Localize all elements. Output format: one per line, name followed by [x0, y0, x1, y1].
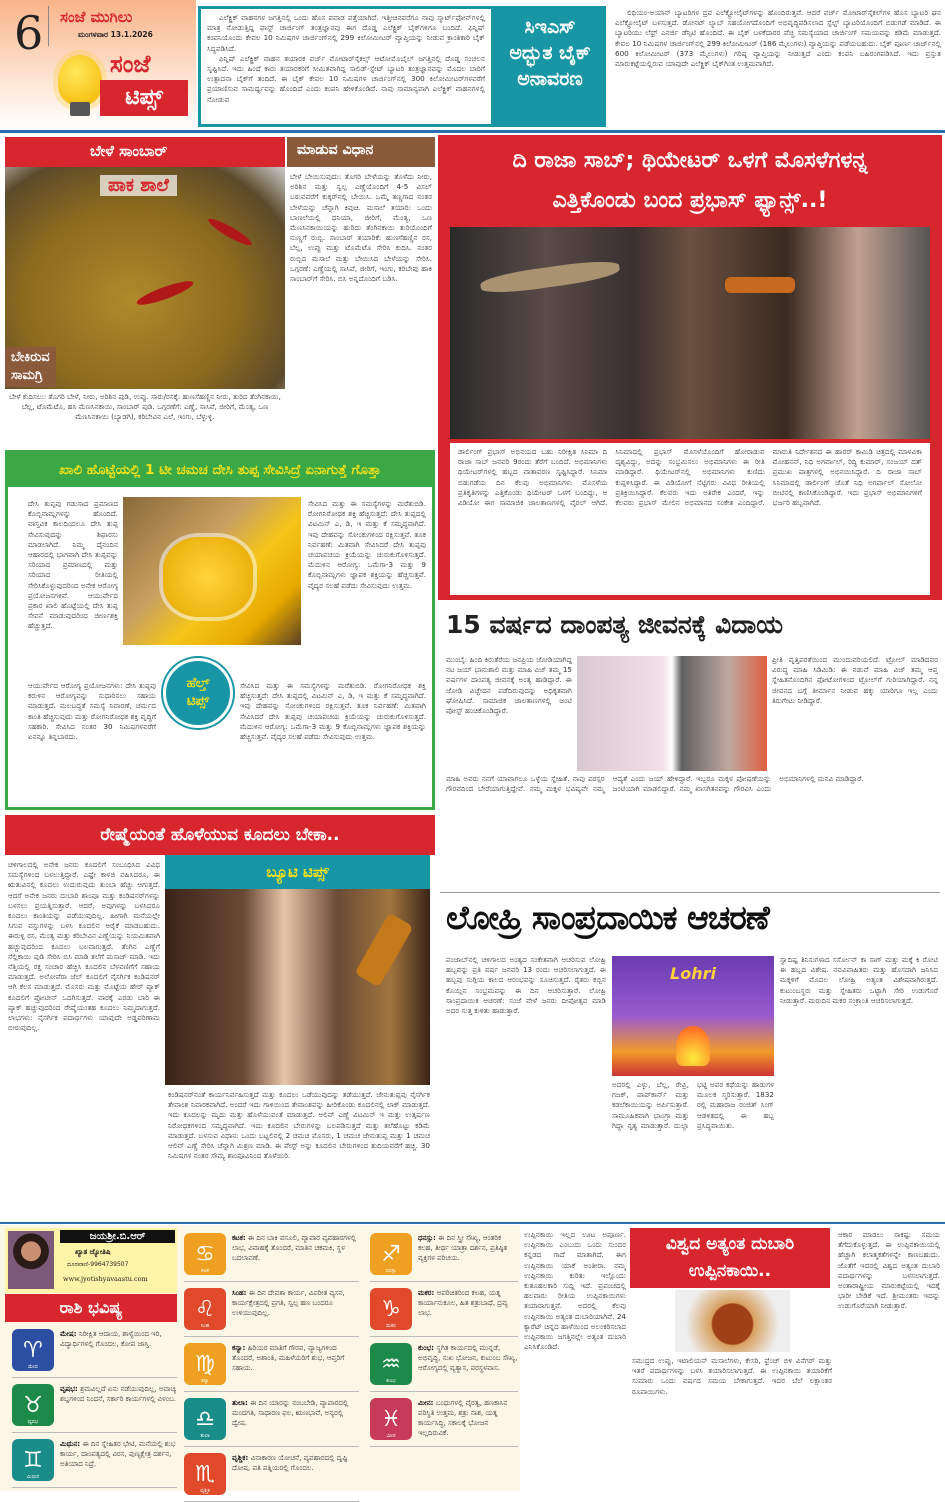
ghee-jar-image	[123, 497, 301, 645]
recipe-title: ಬೇಳೆ ಸಾಂಬಾರ್	[5, 137, 285, 167]
hair-col-bottom: ಕಂಡಿಷನರ್‌ನಂತೆ ಕಾರ್ಯನಿರ್ವಹಿಸುತ್ತದೆ ಮತ್ತು ಕೂದಲು ಒಡೆಯುವುದನ್ನು ತಡೆಯುತ್ತದೆ. ಜೇನುತುಪ್ಪವು ನೈಸರ್ಗಿಕ ತೇವಾಂಶ ನಿವಾರಕವಾಗಿದೆ. ಅಂದರೆ ಇದು ಗಾಳಿಯಿಂದ ತೇವಾಂಶವನ್ನು ಹೀರಿಕೊಂಡು ಕೂದಲಿನಲ್ಲಿ ಲಾಕ್ ಮಾಡುತ್ತದೆ. ಇದು ಕೂದಲನ್ನು ಮೃದು ಮತ್ತು ಹೊಳೆಯುವಂತೆ ಮಾಡುತ್ತದೆ. ಆಲಿವ್ ಎಣ್ಣೆ ವಿಟಮಿನ್ ಇ ಮತ್ತು ಉತ್ಕರ್ಷಣ ನಿರೋಧಕಗಳಿಂದ ಸಮೃದ್ಧವಾಗಿದೆ. ಇದು ಕೂದಲಿನ ಬೇರುಗಳನ್ನು ಬಲಪಡಿಸುತ್ತದೆ ಮತ್ತು ತಲೆಹೊಟ್ಟು ಕಡಿಮೆ ಮಾಡುತ್ತದೆ. ಬಳಸುವ ವಿಧಾನ: ಒಂದು ಬಟ್ಟಲಿನಲ್ಲಿ 2 ಚಮಚ ಮೊಸರು, 1 ಚಮಚ ಜೇನುತುಪ್ಪ ಮತ್ತು 1 ಚಮಚ ಆಲಿವ್ ಎಣ್ಣೆ ಸೇರಿಸಿ ಚೆನ್ನಾಗಿ ಮಿಶ್ರಣ ಮಾಡಿ. ಈ ಪೇಸ್ಟ್ ಅನ್ನು ಕೂದಲಿನ ಬೇರುಗಳಿಂದ ತುದಿಯವರೆಗೆ ಹಚ್ಚಿ. 30 ನಿಮಿಷಗಳ ನಂತರ ಸೌಮ್ಯ ಶಾಂಪೂವಿನಿಂದ ತೊಳೆಯಿರಿ.	[168, 1090, 430, 1161]
hair-image	[165, 855, 430, 1085]
ingredients-text: ಬೇಳೆ ಕುದಿಸಲು: ತೊಗರಿ ಬೇಳೆ, ನೀರು, ಅರಿಶಿನ ಪುಡಿ, ಉಪ್ಪು. ಸಾರು/ರಸಕ್ಕೆ: ಹುಣಸೆಹಣ್ಣಿನ ನೀರು, ತುರಿದ ತೆಂಗಿನಕಾಯಿ, ಬೆಲ್ಲ, ಟೊಮೆಟೊ, ಹಸಿ ಮೆಣಸಿನಕಾಯಿ, ಸಾಂಬಾರ್ ಪುಡಿ. ಒಗ್ಗರಣೆಗೆ: ಎಣ್ಣೆ, ಸಾಸಿವೆ, ಜೀರಿಗೆ, ಮೆಂತ್ಯ, ಒಣ ಮೆಣಸಿನಕಾಯಿ (ಬ್ಯಾಡಗಿ), ಕರಿಬೇವಿನ ಎಲೆ, ಇಂಗು, ಬೆಳ್ಳುಳ್ಳಿ.	[9, 392, 281, 422]
horoscope-entry: ♓ ಮೀನ ಮೀನ: ಬಂಧುಗಳಲ್ಲಿ ವೈರತ್ವ, ಹಣಕಾಸಿನ ಪರಿಸ್ಥಿತಿ ಉತ್ತಮ, ಶತ್ರು ನಾಶ, ಯತ್ನ ಕಾರ್ಯಸಿದ್ಧಿ, ಸಕಾಲಕ್ಕೆ ಭೋಜನ ಇಲ್ಲದಿರುವಿಕೆ.	[370, 1392, 518, 1447]
scales-icon: ♎ ತುಲಾ	[184, 1398, 226, 1440]
divorce-col-2: ಮಾಹಿ ಅವರು ನನಗೆ ಯಾವಾಗಲೂ ಒಳ್ಳೆಯ ಸ್ನೇಹಿತೆ. ನಾವು ಪರಸ್ಪರ ಗೌರವದಿಂದ ಬೇರೆಯಾಗುತ್ತಿದ್ದೇವೆ. ನಮ್ಮ ಮಕ್ಕಳ ಭವಿಷ್ಯವೇ ನಮ್ಮ ಆದ್ಯತೆ ಎಂದು ಜಯ್ ಹೇಳಿದ್ದಾರೆ. ಇಬ್ಬರೂ ಮಕ್ಕಳ ಪೋಷಣೆಯನ್ನು ಜಂಟಿಯಾಗಿ ಮಾಡಲಿದ್ದಾರೆ. ನಮ್ಮ ಖಾಸಗಿತನವನ್ನು ಗೌರವಿಸಿ ಎಂದು ಅಭಿಮಾನಿಗಳಲ್ಲಿ ಮನವಿ ಮಾಡಿದ್ದಾರೆ.	[446, 774, 864, 794]
divorce-col-1: ಮುಂಬೈ: ಹಿಂದಿ ಕಿರುತೆರೆಯ ಜನಪ್ರಿಯ ಜೋಡಿಯಾಗಿದ್ದ ನಟ ಜಯ್ ಭಾನುಶಾಲಿ ಮತ್ತು ಮಾಹಿ ವಿಜ್ ತಮ್ಮ 15 ವರ್ಷಗಳ ದಾಂಪತ್ಯ ಜೀವನಕ್ಕೆ ಅಂತ್ಯ ಹಾಡಿದ್ದಾರೆ. ಈ ಜೋಡಿ ವಿಚ್ಛೇದನ ಪಡೆದಿರುವುದನ್ನು ಅಧಿಕೃತವಾಗಿ ಘೋಷಿಸಿದೆ. ಸಾಮಾಜಿಕ ಜಾಲತಾಣಗಳಲ್ಲಿ ಜಂಟಿ ಪೋಸ್ಟ್ ಹಂಚಿಕೊಂಡಿದ್ದಾರೆ.	[446, 655, 572, 716]
article-paragraph: ಫಿನ್ನಿಷ್ ಎಲೆಕ್ಟ್ರಿಕ್ ವಾಹನ ತಯಾರಕ ವರ್ಜ್ ಮೋಟಾರ್‌ಸೈಕಲ್ಸ್ ಆಟೋಮೊಬೈಲ್ ಜಗತ್ತಿನಲ್ಲಿ ದೊಡ್ಡ ಸಂಚಲನ ಸೃಷ್ಟಿಸಿದೆ. ಇದು ಹಿಂದೆ ಕಾರು ತಯಾರಕರಿಗೆ ಸೀಮಿತವಾಗಿದ್ದ ಸಾಲಿಡ್-ಸ್ಟೇಟ್ ಬ್ಯಾಟರಿ ತಂತ್ರಜ್ಞಾನವನ್ನು ಮೊದಲ ಬಾರಿಗೆ ಉತ್ಪಾದನಾ ಬೈಕ್‌ಗೆ ತಂದಿದೆ. ಈ ಬೈಕ್ ಕೇವಲ 10 ನಿಮಿಷಗಳ ಚಾರ್ಜಿಂಗ್‌ನಲ್ಲಿ 300 ಕಿಲೋಮೀಟರ್‌ಗಳವರೆಗೆ ಪ್ರಯಾಣಿಸುವ ಸಾಮರ್ಥ್ಯವನ್ನು ಹೊಂದಿದೆ ಎಂದು ಕಂಪನಿ ಹೇಳಿಕೊಂಡಿದೆ. ನಾವು ಸಾಮಾನ್ಯವಾಗಿ ಎಲೆಕ್ಟ್ರಿಕ್ ವಾಹನಗಳಲ್ಲಿ ನೋಡುವ	[207, 53, 485, 104]
lightbulb-base	[70, 102, 90, 116]
red-chili	[206, 215, 254, 249]
astrologer-website[interactable]: www.jyotishyavaastu.com	[63, 1275, 148, 1283]
sign-prediction: ಈ ದಿನ ಯಾರನ್ನು ನಂಬಬೇಡಿ, ವ್ಯಾಪಾರದಲ್ಲಿ ಮಂದಗತಿ, ಸಾಧಾರಣ ಫಲ, ಋಣಭಾವೆ, ಅನ್ಯರಲ್ಲಿ ದ್ವೇಷ.	[232, 1399, 349, 1427]
horoscope-entry: ♍ ಕನ್ಯಾ ಕನ್ಯಾ: ಹಿರಿಯರ ಮಾತಿಗೆ ಗೌರವ, ವ್ಯಾಜ್ಯಗಳಿಂದ ತೊಂದರೆ, ಅಶಾಂತಿ, ಮಹಿಳೆಯರಿಗೆ ಶುಭ, ಆಪ್ತರಿಗೆ ಸಹಾಯ.	[184, 1337, 359, 1392]
ghee-col-4: ಸೇವಿಸಿದ ಮತ್ತು ಈ ಸಮಸ್ಯೆಗಳನ್ನು ಮರೆತುಬಿಡಿ. ರೋಗನಿರೋಧಕ ಶಕ್ತಿ ಹೆಚ್ಚಿಸುತ್ತದೆ: ದೇಸಿ ತುಪ್ಪದಲ್ಲಿ ವಿಟಮಿನ್ ಎ, ಡಿ, ಇ ಮತ್ತು ಕೆ ಸಮೃದ್ಧವಾಗಿದೆ. ಇವು ದೇಹವನ್ನು ಸೋಂಕುಗಳಿಂದ ರಕ್ಷಿಸುತ್ತವೆ. ತೂಕ ನಿರ್ವಹಣೆ: ಮಿತವಾಗಿ ಸೇವಿಸಿದರೆ ದೇಸಿ ತುಪ್ಪವು ಚಯಾಪಚಯ ಕ್ರಿಯೆಯನ್ನು ಚುರುಕುಗೊಳಿಸುತ್ತದೆ. ಮೆದುಳಿನ ಆರೋಗ್ಯ: ಒಮೆಗಾ-3 ಮತ್ತು 9 ಕೊಬ್ಬಿನಾಮ್ಲಗಳು ಜ್ಞಾಪಕ ಶಕ್ತಿಯನ್ನು ಹೆಚ್ಚಿಸುತ್ತವೆ. ವೈದ್ಯರ ಸಲಹೆ ಪಡೆದು ಸೇವಿಸುವುದು ಉತ್ತಮ.	[240, 681, 426, 742]
horoscope-entry: ♒ ಕುಂಭ ಕುಂಭ: ಸ್ಥಗಿತ ಕಾರ್ಯದಲ್ಲಿ ಮುನ್ನಡೆ, ಅಭಿವೃದ್ಧಿ, ಸುಖ ಭೋಜನ, ಕುಟುಂಬ ಸೌಖ್ಯ, ಆರೋಗ್ಯದಲ್ಲಿ ವ್ಯತ್ಯಾಸ, ಪರಸ್ಥಳವಾಸ.	[370, 1337, 518, 1392]
lohri-logo-text: Lohri	[670, 964, 716, 983]
ghee-section	[5, 450, 435, 810]
hair-col-left: ಚಳಿಗಾಲದಲ್ಲಿ ಅನೇಕ ಜನರು ಕೂದಲಿಗೆ ಸಂಬಂಧಿಸಿದ ವಿವಿಧ ಸಮಸ್ಯೆಗಳಿಂದ ಬಳಲುತ್ತಿದ್ದಾರೆ. ಎಷ್ಟೇ ಕಾಳಜಿ ವಹಿಸಿದರೂ, ಈ ಋತುವಿನಲ್ಲಿ ಕೂದಲು ಉದುರುವುದು ತುಂಬಾ ಹೆಚ್ಚು ಆಗುತ್ತದೆ. ಆದರೆ ಅನೇಕ ಜನರು ದುಬಾರಿ ಶಾಂಪೂ ಮತ್ತು ಕಂಡಿಷನರ್‌ಗಳನ್ನು ಬಳಸಲು ಪ್ರಯತ್ನಿಸುತ್ತಾರೆ. ಆದರೆ, ಅವುಗಳನ್ನು ಬಳಸಿದರೂ ಕೂದಲು ಕಾಂತಿಯನ್ನು ಪಡೆಯುವುದಿಲ್ಲ. ಹೀಗಾಗಿ ಮನೆಯಲ್ಲೇ ಸಿಗುವ ವಸ್ತುಗಳನ್ನು ಬಳಸಿ ಕೂದಲಿನ ಆರೈಕೆ ಮಾಡಬಹುದು. ಈರುಳ್ಳಿ ರಸ, ಮೆಂತ್ಯ ಮತ್ತು ಕರಿಬೇವಿನ ಎಣ್ಣೆಯನ್ನು ನಿಯಮಿತವಾಗಿ ಹಚ್ಚುವುದರಿಂದ ಕೂದಲು ಬಲವಾಗುತ್ತದೆ. ತೆಂಗಿನ ಎಣ್ಣೆಗೆ ನೆಲ್ಲಿಕಾಯಿ ಪುಡಿ ಸೇರಿಸಿ ಬಿಸಿ ಮಾಡಿ ತಲೆಗೆ ಮಸಾಜ್ ಮಾಡಿ. ಇದು ನೆತ್ತಿಯಲ್ಲಿ ರಕ್ತ ಸಂಚಾರ ಹೆಚ್ಚಿಸಿ ಕೂದಲಿನ ಬೆಳವಣಿಗೆಗೆ ಸಹಾಯ ಮಾಡುತ್ತದೆ. ಅಲೋವೆರಾ ಜೆಲ್ ಕೂದಲಿಗೆ ನೈಸರ್ಗಿಕ ಕಂಡಿಷನರ್ ಆಗಿ ಕೆಲಸ ಮಾಡುತ್ತದೆ. ಮೊಸರು ಮತ್ತು ಮೊಟ್ಟೆಯ ಹೇರ್ ಪ್ಯಾಕ್ ಕೂದಲಿಗೆ ಪ್ರೋಟೀನ್ ಒದಗಿಸುತ್ತದೆ. ವಾರಕ್ಕೆ ಎರಡು ಬಾರಿ ಈ ಪ್ಯಾಕ್ ಹಚ್ಚುವುದರಿಂದ ರೇಷ್ಮೆಯಂತಹ ಕೂದಲು ನಿಮ್ಮದಾಗುತ್ತದೆ. ಲಾಭಗಳು: ನೈಸರ್ಗಿಕ ಪದಾರ್ಥಗಳು ಯಾವುದೇ ಅಡ್ಡಪರಿಣಾಮ ಬೀರುವುದಿಲ್ಲ.	[8, 860, 160, 1033]
section-title: ಸಂಜೆ	[110, 50, 151, 78]
lohri-col-1: ಪಂಜಾಬ್‌ನಲ್ಲಿ ಚಳಿಗಾಲದ ಅಂತ್ಯದ ಸಂಕೇತವಾಗಿ ಆಚರಿಸುವ ಲೋಹ್ರಿ ಹಬ್ಬವನ್ನು ಪ್ರತಿ ವರ್ಷ ಜನವರಿ 13 ರಂದು ಆಚರಿಸಲಾಗುತ್ತದೆ. ಈ ಹಬ್ಬವು ಸುಗ್ಗಿಯ ಕಾಲದ ಆರಂಭವನ್ನು ಸೂಚಿಸುತ್ತದೆ. ರೈತರು ಕಬ್ಬಿನ ಕೊಯ್ಲಿನ ಸಂಭ್ರಮವನ್ನು ಈ ದಿನ ಆಚರಿಸುತ್ತಾರೆ. ಲೋಹ್ರಿ ಸಾಂಪ್ರದಾಯಿಕ ಆಚರಣೆ: ಸಂಜೆ ವೇಳೆ ಜನರು ದೀಪೋತ್ಸವ ಮಾಡಿ ಅದರ ಸುತ್ತ ಕುಳಿತು ಹಾಡುತ್ತಾರೆ.	[446, 955, 606, 1016]
goat-icon: ♑ ಮಕರ	[370, 1288, 412, 1330]
ram-icon: ♈ ಮೇಷ	[12, 1329, 54, 1371]
red-chili	[135, 277, 195, 309]
lohri-col-3: ಸ್ವಾದಿಷ್ಟ ತಿನಿಸುಗಳಾದ ಸರ್ಸೋನ್ ಕಾ ಸಾಗ್ ಮತ್ತು ಮಕ್ಕೆ ಕಿ ರೋಟಿ ಈ ಹಬ್ಬದ ವಿಶೇಷ. ನವವಿವಾಹಿತರು ಮತ್ತು ಹೊಸದಾಗಿ ಜನಿಸಿದ ಮಕ್ಕಳಿಗೆ ಮೊದಲ ಲೋಹ್ರಿ ಅತ್ಯಂತ ವಿಶೇಷವಾಗಿರುತ್ತದೆ. ಕುಟುಂಬಸ್ಥರು ಮತ್ತು ಸ್ನೇಹಿತರು ಒಟ್ಟಾಗಿ ಸೇರಿ ಉಡುಗೊರೆ ನೀಡುತ್ತಾರೆ. ಮರುದಿನ ಮಕರ ಸಂಕ್ರಾಂತಿ ಆಚರಿಸಲಾಗುತ್ತದೆ.	[780, 955, 938, 1005]
horoscope-entry: ♊ ಮಿಥುನ ಮಿಥುನ: ಈ ದಿನ ಸ್ನೇಹಿತರ ಭೇಟಿ, ಮನೆಯಲ್ಲಿ ಶುಭ ಕಾರ್ಯ, ದಾಂಪತ್ಯದಲ್ಲಿ ವಿರಸ, ಪುಣ್ಯಕ್ಷೇತ್ರ ದರ್ಶನ, ಅತಿಯಾದ ನಿದ್ರೆ.	[12, 1433, 177, 1488]
bow-icon: ♐ ಧನಸ್ಸು	[370, 1233, 412, 1275]
sign-prediction: ವಿನಾಕಾರಣ ಯೋಚನೆ, ವ್ಯವಹಾರದಲ್ಲಿ ದೃಷ್ಟಿ ದೋಷ, ಪತಿ ಪತ್ನಿಯರಲ್ಲಿ ಗೊಂದಲ.	[232, 1454, 348, 1472]
astrologer-photo	[8, 1231, 54, 1289]
sign-name: ಮೀನ	[418, 1399, 431, 1407]
lightbulb-icon	[58, 55, 102, 105]
horoscope-col-1	[12, 1323, 177, 1488]
bonfire	[676, 1026, 710, 1066]
sign-prediction: ಅಪರಿಚಿತರಿಂದ ಕಲಹ, ಯತ್ನ ಕಾರ್ಯಾನುಕೂಲ, ಹಿತ ಶತ್ರುಬಾಧೆ, ದ್ರವ್ಯ ಲಾಭ.	[418, 1289, 508, 1317]
ebike-article-box	[198, 6, 494, 127]
top-divider	[0, 130, 945, 133]
article-paragraph: ಲಿಥಿಯಂ-ಅಯಾನ್ ಬ್ಯಾಟರಿಗಳ ದ್ರವ ಎಲೆಕ್ಟ್ರೋಲೈಟ್‌ಗಳನ್ನು ಹೊಂದಿರುತ್ತವೆ. ಆದರೆ ವರ್ಜ್ ಮೋಟಾರ್‌ಸೈಕಲ್‌ಗಳ ಹೊಸ ಬ್ಯಾಟರಿ ಘನ ಎಲೆಕ್ಟ್ರೋಲೈಟ್ ಬಳಸುತ್ತದೆ. ಡೋನಟ್ ಲ್ಯಾಬ್ ಸಹಯೋಗದೊಂದಿಗೆ ಅಭಿವೃದ್ಧಿಪಡಿಸಲಾದ ಸ್ಟೆಲ್ಟ್ ಬ್ಯಾಟರಿಯೊಂದಿಗೆ ಬಿಡುಗಡೆ ಮಾಡಿದೆ. ಈ ಬ್ಯಾಟರಿಯು ಲೆಥ್ರ್ ಎನರ್ಜಿ ಡೆನ್ಸಿಟಿ ಹೊಂದಿದೆ. ಈ ಬೈಕ್ ಬಳಕೆದಾರರ ವೆಚ್ಚ ಸಮಸ್ಯೆಯಾದ ಚಾರ್ಜಿಂಗ್ ಸಮಯವನ್ನು ಕಡಿಮೆ ಮಾಡುತ್ತದೆ. ಕೇವಲ 10 ನಿಮಿಷಗಳ ಚಾರ್ಜಿಂಗ್‌ನಲ್ಲಿ 299 ಕಿಲೋಮೀಟರ್ (186 ಮೈಲುಗಳು) ವ್ಯಾಪ್ತಿಯನ್ನು ಪಡೆಯಬಹುದು. ಬೈಕ್ ಪೂರ್ಣ ಚಾರ್ಜ್‌ನಲ್ಲಿ 600 ಕಿಲೋಮೀಟರ್ (373 ಮೈಲುಗಳು) ಗರಿಷ್ಠ ವ್ಯಾಪ್ತಿಯನ್ನು ನೀಡುತ್ತದೆ ಎಂದು ಕಂಪನಿ ಬಹಿರಂಗಪಡಿಸಿದೆ. ಇದು ಪ್ರಸ್ತುತ ಮಾರುಕಟ್ಟೆಯಲ್ಲಿರುವ ಯಾವುದೇ ಎಲೆಕ್ಟ್ರಿಕ್ ಬೈಕ್‌ಗಿಂತ ಉತ್ತಮವಾಗಿದೆ.	[615, 8, 941, 69]
sign-prediction: ಸ್ಥಗಿತ ಕಾರ್ಯದಲ್ಲಿ ಮುನ್ನಡೆ, ಅಭಿವೃದ್ಧಿ, ಸುಖ ಭೋಜನ, ಕುಟುಂಬ ಸೌಖ್ಯ, ಆರೋಗ್ಯದಲ್ಲಿ ವ್ಯತ್ಯಾಸ, ಪರಸ್ಥಳವಾಸ.	[418, 1344, 518, 1372]
sign-prediction: ನಿರೀಕ್ಷಿತ ಆದಾಯ, ಶಾಳ್ಯೆಯಿಂದ ಇರಿ, ವಿದ್ಯಾರ್ಥಿಗಳಲ್ಲಿ ಗೊಂದಲ, ಕೋಪ ಜಾಸ್ತಿ.	[60, 1330, 162, 1348]
scorpion-icon: ♏ ವೃಶ್ಚಿಕ	[184, 1453, 226, 1495]
pickle-headline: ವಿಶ್ವದ ಅತ್ಯಂತ ದುಬಾರಿ ಉಪ್ಪಿನಕಾಯಿ..	[630, 1228, 830, 1288]
article-paragraph: ಎಲೆಕ್ಟ್ರಿಕ್ ವಾಹನಗಳ ಜಗತ್ತಿನಲ್ಲಿ ಒಂದು ಹೊಸ ಪವಾಡ ಪತ್ತೆಯಾಗಿದೆ. ಇತ್ತೀಚಿನವರೆಗೂ ನಾವು ಸ್ಮಾರ್ಟ್‌ಫೋನ್‌ಗಳಲ್ಲಿ ಮಾತ್ರ ನೋಡುತ್ತಿದ್ದ ಫಾಸ್ಟ್ ಚಾರ್ಜಿಂಗ್ ತಂತ್ರಜ್ಞಾನವು ಈಗ ದೊಡ್ಡ ಎಲೆಕ್ಟ್ರಿಕ್ ಬೈಕ್‌ಗಳಿಗೂ ಬಂದಿದೆ. ಫಿನ್ನಿಷ್ ಕಂಪನಿಯೊಂದು ಕೇವಲ 10 ನಿಮಿಷಗಳ ಚಾರ್ಜಿಂಗ್‌ನಲ್ಲಿ 299 ಕಿಲೋಮೀಟರ್ ವ್ಯಾಪ್ತಿಯನ್ನು ನೀಡುವ ಕ್ರಾಂತಿಕಾರಿ ಬೈಕ್ ಸಿದ್ಧಪಡಿಸಿದೆ.	[207, 13, 485, 53]
sign-prediction: ಶ್ರಮವಿಲ್ಲದೆ ಏನು ನಡೆಯುವುದಿಲ್ಲ, ಅವಾಚ್ಯ ಶಬ್ದಗಳಿಂದ ನಿಂದನೆ, ಸರ್ಕಾರಿ ಕಾರ್ಯಗಳಲ್ಲಿ ವಿಳಂಬ.	[60, 1385, 177, 1403]
ghee-col-3: ಸೇವಿಸಿದ ಮತ್ತು ಈ ಸಮಸ್ಯೆಗಳನ್ನು ಮರೆತುಬಿಡಿ. ರೋಗನಿರೋಧಕ ಶಕ್ತಿ ಹೆಚ್ಚಿಸುತ್ತದೆ: ದೇಸಿ ತುಪ್ಪದಲ್ಲಿ ವಿಟಮಿನ್ ಎ, ಡಿ, ಇ ಮತ್ತು ಕೆ ಸಮೃದ್ಧವಾಗಿದೆ. ಇವು ದೇಹವನ್ನು ಸೋಂಕುಗಳಿಂದ ರಕ್ಷಿಸುತ್ತವೆ. ತೂಕ ನಿರ್ವಹಣೆ: ಮಿತವಾಗಿ ಸೇವಿಸಿದರೆ ದೇಸಿ ತುಪ್ಪವು ಚಯಾಪಚಯ ಕ್ರಿಯೆಯನ್ನು ಚುರುಕುಗೊಳಿಸುತ್ತದೆ. ಮೆದುಳಿನ ಆರೋಗ್ಯ: ಒಮೆಗಾ-3 ಮತ್ತು 9 ಕೊಬ್ಬಿನಾಮ್ಲಗಳು ಜ್ಞಾಪಕ ಶಕ್ತಿಯನ್ನು ಹೆಚ್ಚಿಸುತ್ತವೆ. ವೈದ್ಯರ ಸಲಹೆ ಪಡೆದು ಸೇವಿಸುವುದು ಉತ್ತಮ.	[308, 499, 426, 590]
horoscope-entry: ♏ ವೃಶ್ಚಿಕ ವೃಶ್ಚಿಕ: ವಿನಾಕಾರಣ ಯೋಚನೆ, ವ್ಯವಹಾರದಲ್ಲಿ ದೃಷ್ಟಿ ದೋಷ, ಪತಿ ಪತ್ನಿಯರಲ್ಲಿ ಗೊಂದಲ.	[184, 1447, 359, 1502]
sign-name: ಮೇಷ	[60, 1330, 74, 1338]
divorce-headline: 15 ವರ್ಷದ ದಾಂಪತ್ಯ ಜೀವನಕ್ಕೆ ವಿದಾಯ	[446, 610, 783, 639]
astrologer-phone: ದೂರವಾಣಿ-9964739507	[67, 1261, 129, 1268]
prabhas-photo	[450, 227, 930, 439]
sign-name: ವೃಶ್ಚಿಕ	[232, 1454, 246, 1462]
crab-icon: ♋ ಕಟಕ	[184, 1233, 226, 1275]
horoscope-entry: ♈ ಮೇಷ ಮೇಷ: ನಿರೀಕ್ಷಿತ ಆದಾಯ, ಶಾಳ್ಯೆಯಿಂದ ಇರಿ, ವಿದ್ಯಾರ್ಥಿಗಳಲ್ಲಿ ಗೊಂದಲ, ಕೋಪ ಜಾಸ್ತಿ.	[12, 1323, 177, 1378]
sign-name: ತುಲಾ	[232, 1399, 245, 1407]
virgo-icon: ♍ ಕನ್ಯಾ	[184, 1343, 226, 1385]
prabhas-body: ಡಾರ್ಲಿಂಗ್ ಪ್ರಭಾಸ್ ಅಭಿನಯದ ಬಹು ನಿರೀಕ್ಷಿತ ಸಿನಿಮಾ ದಿ ರಾಜಾ ಸಾಬ್ ಜನವರಿ 9ರಂದು ತೆರೆಗೆ ಬಂದಿದೆ. ಅಭಿಮಾನಿಗಳು ಥಿಯೇಟರ್‌ಗಳಲ್ಲಿ ಹಬ್ಬದ ವಾತಾವರಣ ಸೃಷ್ಟಿಸಿದ್ದಾರೆ. ಸಿನಿಮಾ ಬಿಡುಗಡೆಯ ದಿನ ಕೆಲವು ಅಭಿಮಾನಿಗಳು ಮೊಸಳೆಯ ಪ್ರತಿಕೃತಿಗಳನ್ನು ಎತ್ತಿಕೊಂಡು ಥಿಯೇಟರ್ ಒಳಗೆ ಬಂದಿದ್ದು, ಆ ವಿಡಿಯೋ ಈಗ ಸಾಮಾಜಿಕ ಜಾಲತಾಣಗಳಲ್ಲಿ ವೈರಲ್ ಆಗಿದೆ. ಸಿನಿಮಾದಲ್ಲಿ ಪ್ರಭಾಸ್ ಮೊಸಳೆಯೊಂದಿಗೆ ಹೋರಾಡುವ ದೃಶ್ಯವಿದ್ದು, ಅದನ್ನು ಸಂಭ್ರಮಿಸಲು ಅಭಿಮಾನಿಗಳು ಈ ರೀತಿ ಮಾಡಿದ್ದಾರೆ. ಥಿಯೇಟರ್‌ನಲ್ಲಿ ಅಭಿಮಾನಿಗಳು ಕುಣಿದು ಕುಪ್ಪಳಿಸಿದ್ದಾರೆ. ಈ ವಿಡಿಯೋಗೆ ನೆಟ್ಟಿಗರು ವಿವಿಧ ರೀತಿಯಲ್ಲಿ ಪ್ರತಿಕ್ರಿಯಿಸಿದ್ದಾರೆ. ಕೆಲವರು ಇದು ಅತಿರೇಕ ಎಂದರೆ, ಇನ್ನು ಕೆಲವರು ಪ್ರಭಾಸ್ ಮೇಲಿನ ಅಭಿಮಾನದ ಸಂಕೇತ ಎಂದಿದ್ದಾರೆ. ಮಾರುತಿ ನಿರ್ದೇಶನದ ಈ ಹಾರರ್ ಕಾಮಿಡಿ ಚಿತ್ರದಲ್ಲಿ ಮಾಳವಿಕಾ ಮೋಹನನ್, ನಿಧಿ ಅಗರ್ವಾಲ್, ರಿದ್ಧಿ ಕುಮಾರ್, ಸಂಜಯ್ ದತ್ ಪ್ರಮುಖ ಪಾತ್ರಗಳಲ್ಲಿ ಅಭಿನಯಿಸಿದ್ದಾರೆ. ದಿ ರಾಜಾ ಸಾಬ್ ಸಿನಿಮಾದಲ್ಲಿ ಡಾರ್ಲಿಂಗ್ ಜೊತೆ ನಿಧಿ ಅಗರ್ವಾಲ್ ಸೋಲೋ ಬೀಟಿನಲ್ಲಿ ಕಾಣಿಸಿಕೊಂಡಿದ್ದಾರೆ. ಇದು ಪ್ರಭಾಸ್ ಅಭಿಮಾನಿಗಳಿಗೆ ಭರ್ಜರಿ ಹಬ್ಬವಾಗಿದೆ.	[450, 443, 930, 595]
ingredients-label: ಬೇಕಿರುವ ಸಾಮಗ್ರಿ	[5, 347, 56, 387]
section-title-tips: ಟಿಪ್ಸ್	[100, 80, 188, 116]
beauty-tips-badge: ಬ್ಯೂಟಿ ಟಿಪ್ಸ್	[165, 855, 430, 889]
horoscope-entry: ♑ ಮಕರ ಮಕರ: ಅಪರಿಚಿತರಿಂದ ಕಲಹ, ಯತ್ನ ಕಾರ್ಯಾನುಕೂಲ, ಹಿತ ಶತ್ರುಬಾಧೆ, ದ್ರವ್ಯ ಲಾಭ.	[370, 1282, 518, 1337]
masthead	[0, 0, 196, 130]
sunglasses	[725, 277, 795, 293]
sign-name: ಕಟಕ	[232, 1234, 243, 1242]
divider	[440, 892, 940, 893]
prabhas-headline: ದಿ ರಾಜಾ ಸಾಬ್; ಥಿಯೇಟರ್ ಒಳಗೆ ಮೊಸಳೆಗಳನ್ನ ಎತ್ತಿಕೊಂಡು ಬಂದ ಪ್ರಭಾಸ್ ಫ್ಯಾನ್ಸ್..!	[512, 148, 868, 213]
sign-name: ವೃಷಭ	[60, 1385, 75, 1393]
fish-icon: ♓ ಮೀನ	[370, 1398, 412, 1440]
sign-name: ಕುಂಭ	[418, 1344, 432, 1352]
crocodile-prop	[479, 257, 620, 296]
horoscope-title: ರಾಶಿ ಭವಿಷ್ಯ	[5, 1294, 177, 1322]
pickle-col-2: ಸಮುದ್ರದ ಉಪ್ಪು, ಇಟಾಲಿಯನ್ ಮಸಾಲೆಗಳು, ಕೇಸರಿ, ಫ್ರೆಂಚ್ ಬಿಳಿ ವಿನೆಗರ್ ಮತ್ತು ಇತರೆ ಪದಾರ್ಥಗಳನ್ನು ಬಳಸಿ ತಯಾರಿಸಲಾಗುತ್ತದೆ. ಈ ಉಪ್ಪಿನಕಾಯಿ ತಯಾರಿಕೆಗೆ ಸುಮಾರು ಒಂದು ವರ್ಷದ ಸಮಯ ಬೇಕಾಗುತ್ತದೆ. ಇದರ ಬೆಲೆ ಲಕ್ಷಾಂತರ ರೂಪಾಯಿಗಳು.	[632, 1356, 832, 1396]
prabhas-article	[438, 135, 942, 600]
pickle-col-3: ಆಕಾರ ಮಾಡಲು ಸಾಕಷ್ಟು ಸಮಯ ತೆಗೆದುಕೊಳ್ಳುತ್ತದೆ. ಈ ಉಪ್ಪಿನಕಾಯಿಯಲ್ಲಿ ಹೆಚ್ಚಾಗಿ ಕಲಾತ್ಮಕತೆಗಳನ್ನೇ ಕಾಣಬಹುದು. ಜೊತೆಗೆ ಇದರಲ್ಲಿ ವಿಶ್ವದ ಅತ್ಯಂತ ದುಬಾರಿ ಪದಾರ್ಥಗಳನ್ನು ಬಳಸಲಾಗುತ್ತದೆ. ಅಂತಾರಾಷ್ಟ್ರೀಯ ಮಾರುಕಟ್ಟೆಯಲ್ಲಿ ಇದಕ್ಕೆ ಭಾರೀ ಬೇಡಿಕೆ ಇದೆ. ಶ್ರೀಮಂತರು ಇದನ್ನು ಉಡುಗೊರೆಯಾಗಿ ನೀಡುತ್ತಾರೆ.	[838, 1230, 940, 1311]
horoscope-entry: ♐ ಧನಸ್ಸು ಧನಸ್ಸು: ಈ ದಿನ ಸ್ತ್ರೀ ಸೌಖ್ಯ, ಆಂತರಿಕ ಕಲಹ, ತೀರ್ಥ ಯಾತ್ರಾ ದರ್ಶನ, ಪ್ರತಿಷ್ಠಿತ ವ್ಯಕ್ತಿಗಳ ಪರಿಚಯ.	[370, 1227, 518, 1282]
lion-icon: ♌ ಸಿಂಹ	[184, 1288, 226, 1330]
ghee-bowl	[163, 537, 253, 617]
ghee-col-1: ದೇಸಿ ತುಪ್ಪವು ಗಡುಸಾದ ಪ್ರಮಾಣದ ಕೊಬ್ಬಿನಾಮ್ಲಗಳನ್ನು ಹೊಂದಿದೆ. ವಾಸ್ತವಿಕ ಕಾಲದಿಂದಲೂ ದೇಸಿ ತುಪ್ಪ ಸೇವಿಸುವುದನ್ನು ಶಿಫಾರಸು ಮಾಡಲಾಗಿದೆ. ನಿಮ್ಮ ದೈನಂದಿನ ಆಹಾರದಲ್ಲಿ ಭಾಗವಾಗಿ ದೇಸಿ ತುಪ್ಪವನ್ನು ಸರಿಯಾದ ಪ್ರಮಾಣದಲ್ಲಿ ಮತ್ತು ಸರಿಯಾದ ರೀತಿಯಲ್ಲಿ ಸೇರಿಸಿಕೊಳ್ಳುವುದರಿಂದ ಅನೇಕ ಆರೋಗ್ಯ ಪ್ರಯೋಜನಗಳಿವೆ. ಆಯುರ್ವೇದ ಪ್ರಕಾರ ಖಾಲಿ ಹೊಟ್ಟೆಯಲ್ಲಿ ದೇಸಿ ತುಪ್ಪ ಸೇವನೆ ಮಾಡುವುದರಿಂದ ಜೀರ್ಣಶಕ್ತಿ ಹೆಚ್ಚುತ್ತದೆ.	[28, 499, 118, 631]
sign-prediction: ಹಿರಿಯರ ಮಾತಿಗೆ ಗೌರವ, ವ್ಯಾಜ್ಯಗಳಿಂದ ತೊಂದರೆ, ಅಶಾಂತಿ, ಮಹಿಳೆಯರಿಗೆ ಶುಭ, ಆಪ್ತರಿಗೆ ಸಹಾಯ.	[232, 1344, 345, 1372]
lohri-image	[612, 956, 774, 1076]
pickle-col-1: ಉಪ್ಪಿನಕಾಯಿ ಇಲ್ಲದ ಊಟ ಅಪೂರ್ಣ. ಉಪ್ಪಿನಕಾಯಿ ಎಂಬುದು ಒಂದು ಸುಂದರ ಕನ್ನಡದ ಗಾದೆ ಮಾತಾಗಿದೆ. ಈಗ ಉಪ್ಪಿನಕಾಯಿ ಯಾಕೆ ಅಂತೀರಾ. ನಮ್ಮ ಉಪ್ಪಿನಕಾಯಿ ಕುರಿತು ಇಲ್ಲೊಂದು ಕುತೂಹಲಕಾರಿ ಸುದ್ದಿ ಇದೆ. ಪ್ರಪಂಚದಲ್ಲಿ ಹಲವಾರು ರೀತಿಯ ಉಪ್ಪಿನಕಾಯಿಗಳು ತಯಾರಾಗುತ್ತವೆ. ಅದರಲ್ಲಿ ಕೆಲವು ಉಪ್ಪಿನಕಾಯಿ ಅತ್ಯಂತ ದುಬಾರಿಯಾಗಿವೆ. 24 ಕ್ಯಾರೆಟ್ ಚಿನ್ನದ ಹಾಳೆಯಿಂದ ಅಲಂಕರಿಸಲಾದ ಉಪ್ಪಿನಕಾಯಿ ಜಗತ್ತಿನಲ್ಲೇ ಅತ್ಯಂತ ದುಬಾರಿ ಎನಿಸಿಕೊಂಡಿದೆ.	[524, 1230, 626, 1352]
astrologer-title: ಖ್ಯಾತ ಜ್ಯೋತಿಷಿ	[75, 1248, 111, 1256]
issue-date: ಮಂಗಳವಾರ 13.1.2026	[78, 30, 153, 39]
method-text: ಬೇಳೆ ಬೇಯಿಸುವುದು: ತೊಗರಿ ಬೇಳೆಯನ್ನು ತೊಳೆದು ನೀರು, ಅರಿಶಿನ ಮತ್ತು ಸ್ವಲ್ಪ ಎಣ್ಣೆಯೊಂದಿಗೆ 4-5 ವಿಸಲ್ ಬರುವವರೆಗೆ ಕುಕ್ಕರ್‌ನಲ್ಲಿ ಬೇಯಿಸಿ. ಒಮ್ಮೆ ತಣ್ಣಗಾದ ನಂತರ ಬೇಳೆಯನ್ನು ಚೆನ್ನಾಗಿ ಕಿವುಚಿ. ಮಸಾಲೆ ತಯಾರಿ: ಒಂದು ಬಾಣಲೆಯಲ್ಲಿ ಧನಿಯಾ, ಜೀರಿಗೆ, ಮೆಂತ್ಯ, ಒಣ ಮೆಣಸಿನಕಾಯಿಯನ್ನು ಹುರಿದು ತೆಂಗಿನಕಾಯಿ ತುರಿಯೊಂದಿಗೆ ನುಣ್ಣಗೆ ರುಬ್ಬಿ. ಸಾಂಬಾರ್ ತಯಾರಿಕೆ: ಹುಣಸೆಹಣ್ಣಿನ ರಸ, ಬೆಲ್ಲ, ಉಪ್ಪು ಮತ್ತು ಟೊಮೆಟೊ ಸೇರಿಸಿ ಕುದಿಸಿ. ನಂತರ ರುಬ್ಬಿದ ಮಸಾಲೆ ಮತ್ತು ಬೇಯಿಸಿದ ಬೇಳೆಯನ್ನು ಸೇರಿಸಿ. ಒಗ್ಗರಣೆ: ಎಣ್ಣೆಯಲ್ಲಿ ಸಾಸಿವೆ, ಜೀರಿಗೆ, ಇಂಗು, ಕರಿಬೇವು ಹಾಕಿ ಸಾಂಬಾರ್‌ಗೆ ಸೇರಿಸಿ. ಬಿಸಿ ಅನ್ನದೊಂದಿಗೆ ಬಡಿಸಿ.	[290, 172, 432, 284]
sign-name: ಮಿಥುನ	[60, 1440, 78, 1448]
kitchen-label: ಪಾಕ ಶಾಲೆ	[100, 175, 177, 196]
horoscope-entry: ♋ ಕಟಕ ಕಟಕ: ಈ ದಿನ ಬಾಕಿ ವಸೂಲಿ, ವ್ಯಾಪಾರ ವ್ಯವಹಾರಗಳಲ್ಲಿ ಲಾಭ, ವಿವಾಹಕ್ಕೆ ತೊಂದರೆ, ಮಾತಿನ ಚಕಮಕಿ, ಸ್ಥಳ ಬದಲಾವಣೆ.	[184, 1227, 359, 1282]
sign-name: ಧನಸ್ಸು	[418, 1234, 434, 1242]
horoscope-entry: ♎ ತುಲಾ ತುಲಾ: ಈ ದಿನ ಯಾರನ್ನು ನಂಬಬೇಡಿ, ವ್ಯಾಪಾರದಲ್ಲಿ ಮಂದಗತಿ, ಸಾಧಾರಣ ಫಲ, ಋಣಭಾವೆ, ಅನ್ಯರಲ್ಲಿ ದ್ವೇಷ.	[184, 1392, 359, 1447]
lohri-headline: ಲೋಹ್ರಿ ಸಾಂಪ್ರದಾಯಿಕ ಆಚರಣೆ	[446, 898, 769, 937]
sign-prediction: ಈ ದಿನ ಬಾಕಿ ವಸೂಲಿ, ವ್ಯಾಪಾರ ವ್ಯವಹಾರಗಳಲ್ಲಿ ಲಾಭ, ವಿವಾಹಕ್ಕೆ ತೊಂದರೆ, ಮಾತಿನ ಚಕಮಕಿ, ಸ್ಥಳ ಬದಲಾವಣೆ.	[232, 1234, 357, 1262]
ebike-headline: ಸಿಇಎಸ್ ಅದ್ಭುತ ಬೈಕ್ ಅನಾವರಣ	[494, 6, 606, 127]
method-label: ಮಾಡುವ ವಿಧಾನ	[287, 137, 435, 167]
bull-icon: ♉ ವೃಷಭ	[12, 1384, 54, 1426]
horoscope-entry: ♉ ವೃಷಭ ವೃಷಭ: ಶ್ರಮವಿಲ್ಲದೆ ಏನು ನಡೆಯುವುದಿಲ್ಲ, ಅವಾಚ್ಯ ಶಬ್ದಗಳಿಂದ ನಿಂದನೆ, ಸರ್ಕಾರಿ ಕಾರ್ಯಗಳಲ್ಲಿ ವಿಳಂಬ.	[12, 1378, 177, 1433]
sambar-image	[5, 167, 285, 389]
ghee-headline: ಖಾಲಿ ಹೊಟ್ಟೆಯಲ್ಲಿ 1 ಟೀ ಚಮಚ ದೇಸಿ ತುಪ್ಪ ಸೇವಿಸಿದ್ರೆ ಏನಾಗುತ್ತೆ ಗೊತ್ತಾ	[8, 453, 432, 487]
sign-prediction: ಈ ದಿನ ಸ್ತ್ರೀ ಸೌಖ್ಯ, ಆಂತರಿಕ ಕಲಹ, ತೀರ್ಥ ಯಾತ್ರಾ ದರ್ಶನ, ಪ್ರತಿಷ್ಠಿತ ವ್ಯಕ್ತಿಗಳ ಪರಿಚಯ.	[418, 1234, 508, 1262]
astrologer-card	[5, 1228, 177, 1293]
divorce-col-3: ಪ್ರೀತಿ ವೃತ್ತಿಪರತೆಯಿಂದ ಮುಂದುವರಿಯಲಿದೆ. ಟ್ರೋಲ್ ಮಾಡಿದವರ ವಿರುದ್ಧ ಮಾಹಿ ಸಿಡಿಮಿಡಿ: ಈ ನಡುವೆ ಮಾಹಿ ವಿಜ್ ತಮ್ಮ ಆಪ್ತ ಸ್ನೇಹಿತನೊಂದಿಗಿನ ಫೋಟೋಗಳಿಂದ ಟ್ರೋಲ್‌ಗೆ ಗುರಿಯಾಗಿದ್ದಾರೆ. ನನ್ನ ಜೀವನದ ಬಗ್ಗೆ ತೀರ್ಮಾನ ನೀಡುವ ಹಕ್ಕು ಯಾರಿಗೂ ಇಲ್ಲ ಎಂದು ತಿರುಗೇಟು ನೀಡಿದ್ದಾರೆ.	[772, 655, 938, 705]
paper-name-logo: ಸಂಜೆ ಮುಗಿಲು	[60, 8, 133, 26]
health-tips-badge: ಹೆಲ್ತ್ ಟಿಪ್ಸ್	[163, 658, 233, 728]
pickle-jar-image	[675, 1290, 790, 1352]
horoscope-col-2	[184, 1227, 359, 1502]
ghee-col-2: ಆಯುರ್ವೇದ ಆರೋಗ್ಯ ಪ್ರಯೋಜನಗಳು: ದೇಸಿ ತುಪ್ಪವು ಕರುಳಿನ ಆರೋಗ್ಯವನ್ನು ಸುಧಾರಿಸಲು ಸಹಾಯ ಮಾಡುತ್ತದೆ. ಮಲಬದ್ಧತೆ ಸಮಸ್ಯೆ ನಿವಾರಣೆ, ಚರ್ಮದ ಕಾಂತಿ ಹೆಚ್ಚಿಸುವುದು ಮತ್ತು ರೋಗನಿರೋಧಕ ಶಕ್ತಿ ವೃದ್ಧಿಗೆ ಸಹಕಾರಿ. ಸೇವಿಸಿದ ನಂತರ 30 ನಿಮಿಷಗಳವರೆಗೆ ಏನನ್ನೂ ತಿನ್ನಬಾರದು.	[28, 681, 156, 742]
sign-prediction: ಈ ದಿನ ದೇವತಾ ಕಾರ್ಯ, ವಿಪರೀತ ವ್ಯಸನ, ಕಾರ್ಯಕ್ಷೇತ್ರದಲ್ಲಿ ಪ್ರಗತಿ, ಸ್ವಲ್ಪ ಹಣ ಬಂದರೂ ಉಳಿಯುವುದಿಲ್ಲ.	[232, 1289, 345, 1317]
hair-headline: ರೇಷ್ಮೆಯಂತೆ ಹೊಳೆಯುವ ಕೂದಲು ಬೇಕಾ..	[5, 815, 435, 855]
twins-icon: ♊ ಮಿಥುನ	[12, 1439, 54, 1481]
horoscope-entry: ♌ ಸಿಂಹ ಸಿಂಹ: ಈ ದಿನ ದೇವತಾ ಕಾರ್ಯ, ವಿಪರೀತ ವ್ಯಸನ, ಕಾರ್ಯಕ್ಷೇತ್ರದಲ್ಲಿ ಪ್ರಗತಿ, ಸ್ವಲ್ಪ ಹಣ ಬಂದರೂ ಉಳಿಯುವುದಿಲ್ಲ.	[184, 1282, 359, 1337]
ebike-body-right	[615, 8, 941, 126]
sign-name: ಕನ್ಯಾ	[232, 1344, 243, 1352]
pot-icon: ♒ ಕುಂಭ	[370, 1343, 412, 1385]
sign-name: ಮಕರ	[418, 1289, 432, 1297]
astrologer-name: ಜಯಶ್ರೀ.ಬಿ.ಆರ್	[60, 1230, 175, 1243]
page-number: 6	[14, 6, 44, 60]
sign-name: ಸಿಂಹ	[232, 1289, 244, 1297]
couple-photo	[577, 656, 767, 771]
sign-prediction: ಬಂಧುಗಳಲ್ಲಿ ವೈರತ್ವ, ಹಣಕಾಸಿನ ಪರಿಸ್ಥಿತಿ ಉತ್ತಮ, ಶತ್ರು ನಾಶ, ಯತ್ನ ಕಾರ್ಯಸಿದ್ಧಿ, ಸಕಾಲಕ್ಕೆ ಭೋಜನ ಇಲ್ಲದಿರುವಿಕೆ.	[418, 1399, 508, 1437]
sign-prediction: ಈ ದಿನ ಸ್ನೇಹಿತರ ಭೇಟಿ, ಮನೆಯಲ್ಲಿ ಶುಭ ಕಾರ್ಯ, ದಾಂಪತ್ಯದಲ್ಲಿ ವಿರಸ, ಪುಣ್ಯಕ್ಷೇತ್ರ ದರ್ಶನ, ಅತಿಯಾದ ನಿದ್ರೆ.	[60, 1440, 176, 1468]
lohri-col-2: ಅದರಲ್ಲಿ ಎಳ್ಳು, ಬೆಲ್ಲ, ರೇವ್ರಿ, ಗಜಕ್, ಪಾಪ್‌ಕಾರ್ನ್ ಮತ್ತು ಕಡಲೆಕಾಯಿಯನ್ನು ಅರ್ಪಿಸುತ್ತಾರೆ. ಸಾಮೂಹಿಕವಾಗಿ ಭಾಂಗ್ರಾ ಮತ್ತು ಗಿದ್ದಾ ನೃತ್ಯ ಮಾಡುತ್ತಾರೆ. ದುಲ್ಲಾ ಭಟ್ಟಿ ಅವರ ಕಥೆಯನ್ನು ಹಾಡುಗಳ ಮೂಲಕ ಸ್ಮರಿಸುತ್ತಾರೆ. 1832 ರಲ್ಲಿ ಮಹಾರಾಜ ರಂಜಿತ್ ಸಿಂಗ್ ಆಡಳಿತದಲ್ಲಿ ಈ ಹಬ್ಬ ಪ್ರಸಿದ್ಧವಾಯಿತು.	[612, 1080, 774, 1130]
horoscope-col-3	[370, 1227, 518, 1447]
bottom-divider	[0, 1222, 945, 1224]
oil-dropper	[354, 913, 413, 988]
